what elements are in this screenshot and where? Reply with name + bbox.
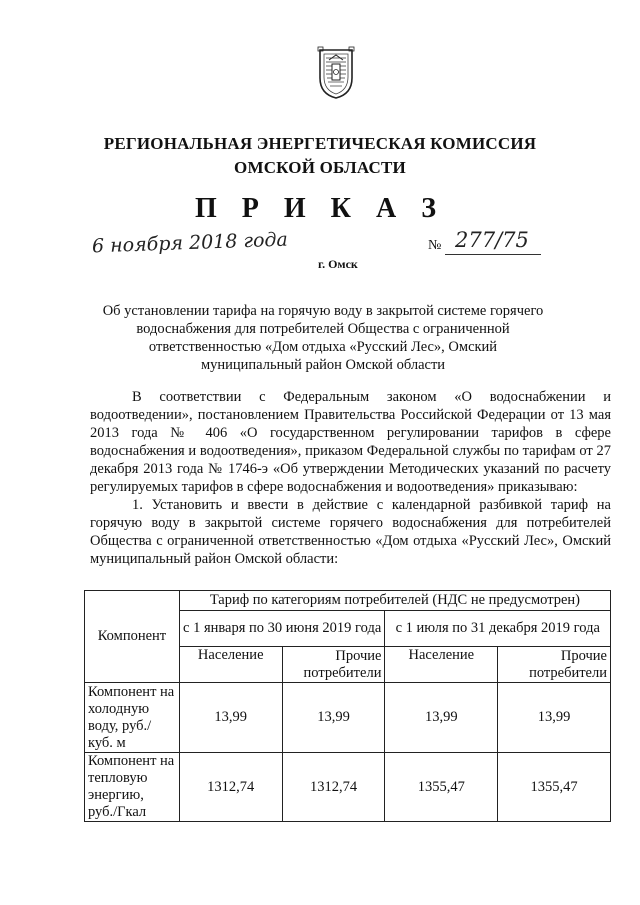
clause-1-paragraph: 1. Установить и ввести в действие с календарной разбивкой тариф на горячую воду в закрытой системе горячего водоснабжения для потребителей Общества с ограниченной ответственностью «Дом отдыха «Русский Лес», Омский муниципальный район Омской области: — [90, 497, 611, 567]
subject-line-2: водоснабжения для потребителей Общества с ограниченной — [136, 321, 510, 337]
header-p2-population: Население — [385, 647, 498, 683]
table-row — [85, 753, 611, 822]
header-p1-population: Население — [179, 647, 282, 683]
header-p2-other: Прочие потребители — [498, 647, 611, 683]
coat-of-arms-icon — [316, 44, 356, 100]
cell-value: 1355,47 — [498, 753, 611, 822]
cell-value: 1355,47 — [385, 753, 498, 822]
cell-value: 1312,74 — [179, 753, 282, 822]
subject-line-4: муниципальный район Омской области — [200, 357, 446, 373]
document-number-label: № — [428, 238, 442, 253]
table-row — [85, 683, 611, 753]
header-tariff-by-category: Тариф по категориям потребителей (НДС не предусмотрен) — [179, 591, 610, 611]
document-city: г. Омск — [318, 257, 358, 271]
cell-value: 1312,74 — [282, 753, 385, 822]
subject-line-3: ответственностью «Дом отдыха «Русский Лес», Омский — [148, 339, 498, 355]
document-subject — [90, 302, 556, 374]
preamble-paragraph: В соответствии с Федеральным законом «О водоснабжении и водоотведении», постановлением Правительства Российской Федерации от 13 мая 2013 года № 406 «О государственном регулировании тарифов в сфере водоснабжения и водоотведения», приказом Федеральной службы по тарифам от 27 декабря 2013 года № 1746-э «Об утверждении Методических указаний по расчету регулируемых тарифов в сфере водоснабжения и водоотведения» приказываю: — [90, 389, 611, 495]
row-component: Компонент на холодную воду, руб./куб. м — [85, 683, 180, 753]
number-underline — [445, 254, 541, 255]
organization-line-2: ОМСКОЙ ОБЛАСТИ — [234, 158, 406, 177]
document-body — [90, 388, 611, 568]
header-p1-other: Прочие потребители — [282, 647, 385, 683]
row-component: Компонент на тепловую энергию, руб./Гкал — [85, 753, 180, 822]
subject-line-1: Об установлении тарифа на горячую воду в закрытой системе горячего — [102, 303, 544, 319]
document-date: 6 ноября 2018 года — [91, 228, 289, 258]
tariff-table — [84, 590, 611, 822]
header-period-2: с 1 июля по 31 декабря 2019 года — [385, 611, 611, 647]
cell-value: 13,99 — [282, 683, 385, 753]
organization-title — [0, 132, 640, 180]
organization-line-1: РЕГИОНАЛЬНАЯ ЭНЕРГЕТИЧЕСКАЯ КОМИССИЯ — [103, 134, 537, 153]
document-number: 277/75 — [455, 228, 529, 252]
cell-value: 13,99 — [179, 683, 282, 753]
cell-value: 13,99 — [385, 683, 498, 753]
header-component: Компонент — [85, 591, 180, 683]
document-type: П Р И К А З — [195, 193, 445, 224]
cell-value: 13,99 — [498, 683, 611, 753]
header-period-1: с 1 января по 30 июня 2019 года — [179, 611, 385, 647]
